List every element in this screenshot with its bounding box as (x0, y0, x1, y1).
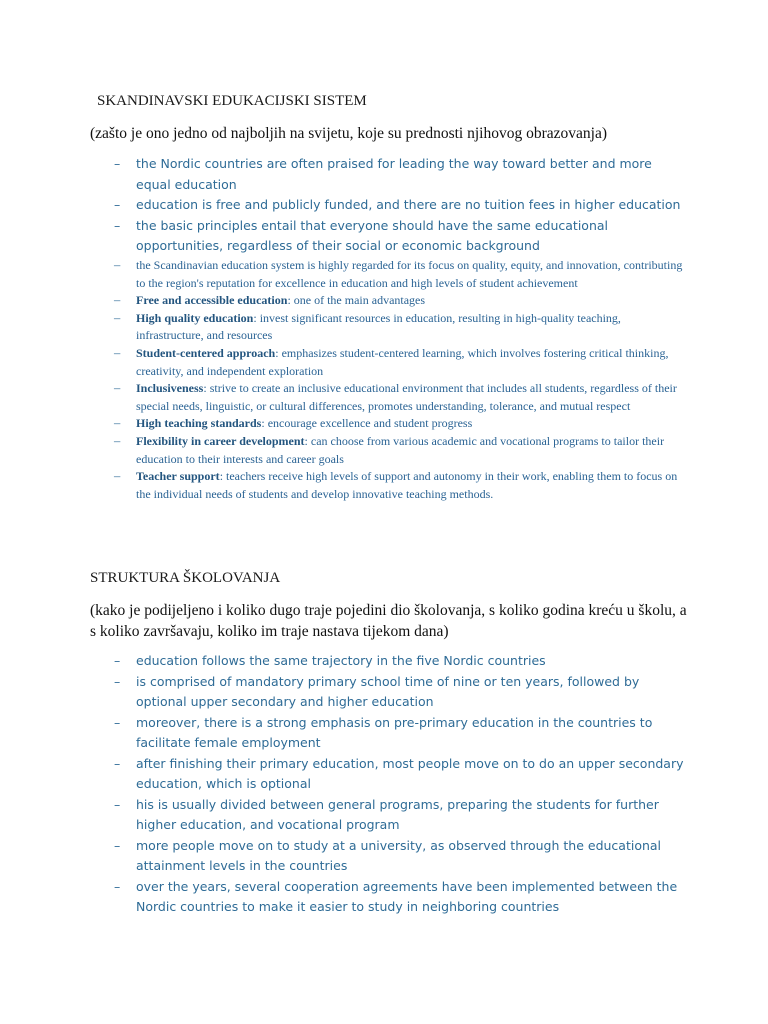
bullet-dash: – (114, 197, 121, 212)
advantage-term: Inclusiveness (136, 381, 204, 396)
bullet-dash: – (114, 416, 121, 431)
bullet-dash: – (114, 258, 121, 272)
section1-plain-list (0, 154, 686, 257)
list-item-text: moreover, there is a strong emphasis on pre-primary education in the countries to facilitate female employment (136, 714, 653, 750)
advantage-term: Flexibility in career development (136, 433, 305, 448)
bullet-dash: – (114, 217, 121, 233)
advantage-term: Free and accessible education (136, 293, 288, 308)
list-item-text: the Scandinavian education system is highly regarded for its focus on quality, equity, and innovation, contributing to the region's reputation for excellence in education and high levels of student achievement (136, 258, 683, 290)
advantage-text: : teachers receive high levels of support and autonomy in their work, enabling them to focus on the individual needs of students and develop innovative teaching methods. (136, 469, 678, 501)
list-item (0, 754, 686, 795)
bullet-dash: – (114, 837, 121, 853)
bullet-dash: – (114, 653, 121, 668)
list-item (0, 468, 686, 503)
advantage-text: : invest significant resources in education, resulting in high-quality teaching, infrastructure, and resources (136, 310, 621, 343)
bullet-dash: – (114, 293, 121, 308)
list-item (0, 195, 686, 216)
bullet-dash: – (114, 796, 121, 812)
list-item-text: education is free and publicly funded, and there are no tuition fees in higher education (136, 197, 681, 212)
bullet-dash: – (114, 714, 121, 730)
list-item (0, 433, 686, 468)
section2-subtitle: (kako je podijeljeno i koliko dugo traje pojedini dio školovanja, s koliko godina kreću u školu, a s koliko završavaju, koliko im traje nastava tijekom dana) (90, 602, 687, 640)
list-item (0, 216, 686, 257)
list-item (0, 154, 686, 195)
bullet-dash: – (114, 433, 121, 448)
section1-advantages-list (0, 257, 686, 503)
list-item-text: education follows the same trajectory in the five Nordic countries (136, 653, 546, 668)
advantage-text: : strive to create an inclusive educational environment that includes all students, regardless of their special needs, linguistic, or cultural differences, promotes understanding, tolerance, and mutual respect (136, 381, 677, 413)
list-item (0, 257, 686, 292)
list-item (0, 380, 686, 415)
list-item (0, 415, 686, 433)
advantage-text: : emphasizes student-centered learning, which involves fostering critical thinking, creativity, and independent exploration (136, 345, 669, 378)
bullet-dash: – (114, 381, 121, 396)
list-item-text: is comprised of mandatory primary school time of nine or ten years, followed by optional upper secondary and higher education (136, 673, 640, 709)
list-item (0, 877, 686, 918)
section1-subtitle: (zašto je ono jedno od najboljih na svijetu, koje su prednosti njihovog obrazovanja) (90, 125, 607, 142)
bullet-dash: – (114, 878, 121, 894)
section2-list (0, 651, 686, 918)
list-item (0, 836, 686, 877)
advantage-term: Teacher support (136, 469, 220, 484)
bullet-dash: – (114, 469, 121, 484)
advantage-term: Student-centered approach (136, 345, 276, 360)
section1-title: SKANDINAVSKI EDUKACIJSKI SISTEM (97, 93, 367, 109)
advantage-text: : one of the main advantages (287, 293, 426, 308)
list-item-text: his is usually divided between general programs, preparing the students for further higher education, and vocational program (136, 796, 659, 832)
bullet-dash: – (114, 673, 121, 689)
list-item (0, 651, 686, 672)
list-item (0, 795, 686, 836)
list-item (0, 345, 686, 380)
bullet-dash: – (114, 345, 121, 360)
advantage-text: : encourage excellence and student progress (261, 416, 473, 431)
bullet-dash: – (114, 156, 121, 171)
list-item-text: after finishing their primary education, most people move on to do an upper secondary education, which is optional (136, 755, 684, 791)
advantage-term: High quality education (136, 310, 254, 325)
advantage-term: High teaching standards (136, 416, 262, 431)
list-item-text: more people move on to study at a university, as observed through the educational attainment levels in the countries (136, 837, 662, 873)
bullet-dash: – (114, 310, 121, 325)
list-item-text: over the years, several cooperation agreements have been implemented between the Nordic countries to make it easier to study in neighboring countries (136, 878, 678, 914)
section2-title: STRUKTURA ŠKOLOVANJA (90, 570, 281, 586)
bullet-dash: – (114, 755, 121, 771)
list-item (0, 310, 686, 345)
list-item-text: the basic principles entail that everyone should have the same educational opportunities, regardless of their social or economic background (136, 217, 608, 253)
list-item-text: the Nordic countries are often praised for leading the way toward better and more equal education (136, 156, 652, 192)
advantage-text: : can choose from various academic and vocational programs to tailor their education to their interests and career goals (136, 433, 665, 466)
list-item (0, 292, 686, 310)
list-item (0, 672, 686, 713)
list-item (0, 713, 686, 754)
